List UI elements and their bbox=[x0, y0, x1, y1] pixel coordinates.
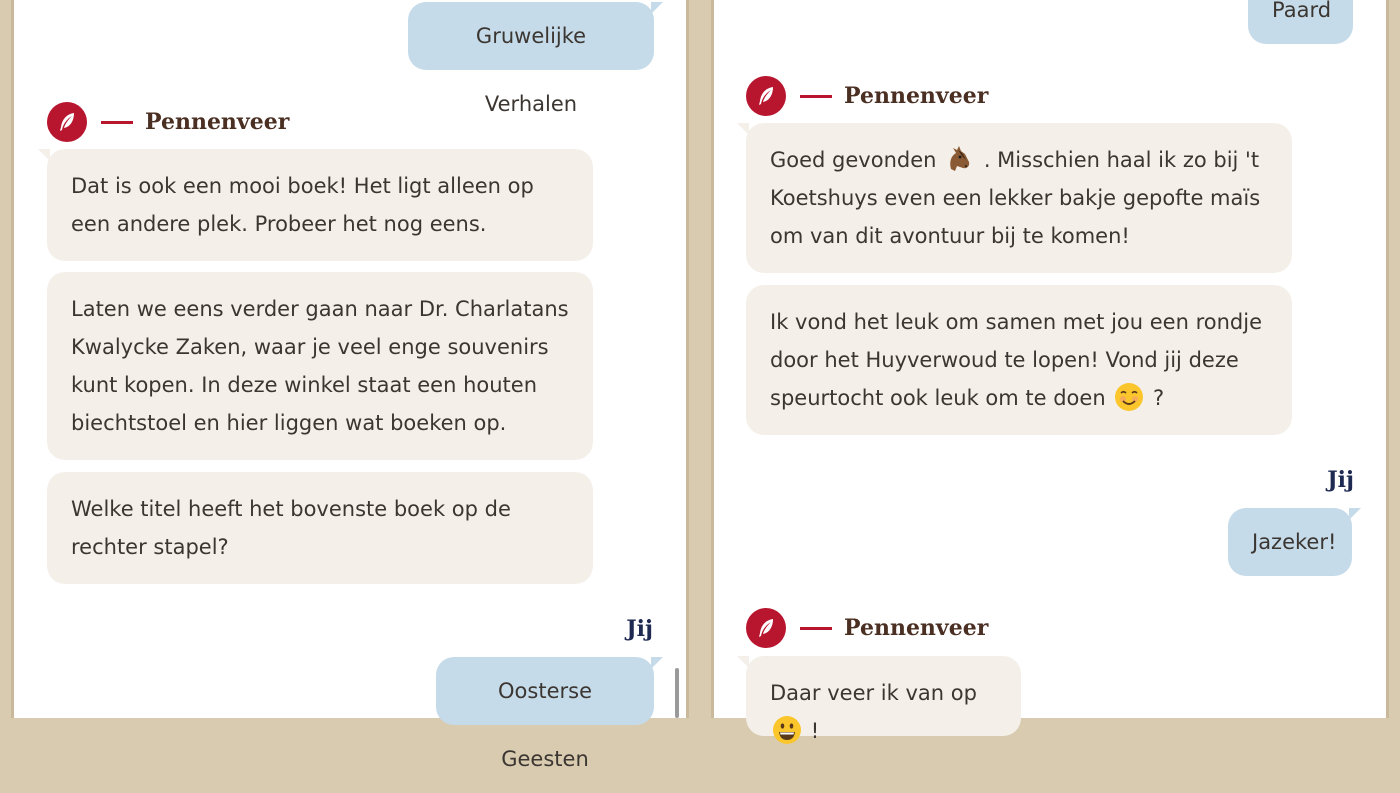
message-text-start: Ik vond het leuk om samen met jou een rondje door het Huyverwoud te lopen! Vond jij deze speurtocht ook leuk om te doen bbox=[770, 310, 1263, 410]
bot-message bbox=[47, 472, 593, 584]
sender-dash bbox=[800, 95, 832, 98]
bot-message bbox=[746, 285, 1292, 435]
horse-face-emoji bbox=[945, 144, 975, 174]
sender-name: Pennenveer bbox=[145, 109, 290, 135]
sender-name: Pennenveer bbox=[844, 615, 989, 641]
bot-message bbox=[746, 656, 1021, 743]
sender-dash bbox=[101, 121, 133, 124]
message-text-end: ! bbox=[810, 719, 820, 743]
bot-message bbox=[746, 123, 1292, 273]
scrollbar-thumb[interactable] bbox=[675, 668, 679, 718]
message-text-start: Daar veer ik van op bbox=[770, 681, 977, 705]
message-text-start: Goed gevonden bbox=[770, 148, 937, 172]
message-text: Welke titel heeft het bovenste boek op de rechter stapel? bbox=[71, 497, 511, 559]
user-message bbox=[408, 2, 654, 116]
message-text-end: ? bbox=[1153, 386, 1165, 410]
bot-message bbox=[47, 272, 593, 460]
chat-panel-left[interactable] bbox=[14, 0, 686, 771]
user-message bbox=[1248, 0, 1353, 44]
message-text: Jazeker! bbox=[1252, 530, 1337, 554]
sender-dash bbox=[800, 627, 832, 630]
feather-icon bbox=[47, 102, 87, 142]
bot-sender-header bbox=[746, 608, 988, 648]
frame-border-right bbox=[1386, 0, 1389, 718]
user-message bbox=[436, 657, 654, 771]
grinning-face-emoji bbox=[772, 715, 802, 745]
bot-sender-header bbox=[47, 102, 289, 142]
message-text: Dat is ook een mooi boek! Het ligt alleen op een andere plek. Probeer het nog eens. bbox=[71, 174, 534, 236]
message-text: Laten we eens verder gaan naar Dr. Charlatans Kwalycke Zaken, waar je veel enge souvenirs kunt kopen. In deze winkel staat een houten biechtstoel en hier liggen wat boeken op. bbox=[71, 297, 569, 435]
user-sender-label: Jij bbox=[1327, 467, 1354, 493]
message-text: Paard bbox=[1272, 0, 1332, 22]
user-sender-label: Jij bbox=[626, 616, 653, 642]
message-text: Oosterse Geesten bbox=[498, 679, 592, 771]
message-text: Gruwelijke Verhalen bbox=[475, 24, 587, 116]
sender-name: Pennenveer bbox=[844, 83, 989, 109]
feather-icon bbox=[746, 608, 786, 648]
user-message bbox=[1228, 508, 1352, 576]
message-text-end: . Misschien haal ik zo bij 't Koetshuys even een lekker bakje gepofte maïs om van dit avontuur bij te komen! bbox=[770, 148, 1261, 248]
bot-message bbox=[47, 149, 593, 261]
chat-panel-right[interactable] bbox=[714, 0, 1386, 743]
bot-sender-header bbox=[746, 76, 988, 116]
smiling-face-emoji bbox=[1114, 382, 1144, 412]
feather-icon bbox=[746, 76, 786, 116]
frame-border-middle bbox=[686, 0, 689, 718]
